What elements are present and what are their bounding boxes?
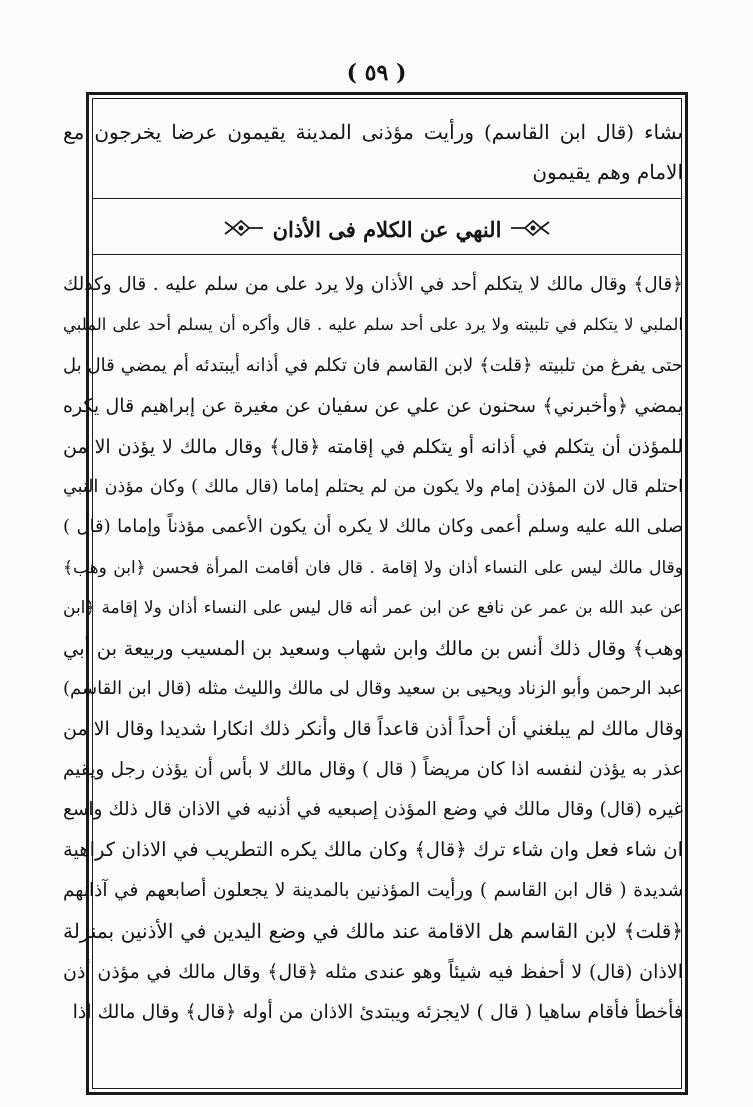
body-line: وقال مالك لم يبلغني أن أحداً أذن قاعداً قال وأنكر ذلك انكارا شديدا وقال الا من <box>63 718 683 741</box>
heading-ornament-right-icon <box>511 217 553 242</box>
body-line: احتلم قال لان المؤذن إمام ولا يكون من لم يحتلم إماما (قال مالك ) وكان مؤذن النبي <box>63 476 683 497</box>
body-line: ان شاء فعل وان شاء ترك ﴿قال﴾ وكان مالك يكره التطريب في الاذان كراهية <box>63 838 683 862</box>
body-line: عن عبد الله بن عمر عن نافع عن ابن عمر أنه قال ليس على النساء أذان ولا إقامة ﴿ابن <box>63 598 683 619</box>
heading-rule-bottom <box>92 254 682 255</box>
body-line: حتى يفرغ من تلبيته ﴿قلت﴾ لابن القاسم فان تكلم في أذانه أيبتدئه أم يمضي قال بل <box>63 354 683 376</box>
body-line: وقال مالك ليس على النساء أذان ولا إقامة . قال فان أقامت المرأة فحسن ﴿ابن وهب﴾ <box>63 557 683 578</box>
body-line: ﴿قال﴾ وقال مالك لا يتكلم أحد في الأذان ولا يرد على من سلم عليه . قال وكذلك <box>63 274 683 295</box>
heading-ornament-left-icon <box>221 217 263 242</box>
body-line: فأخطأ فأقام ساهيا ( قال ) لايجزئه ويبتدئ الاذان من أوله ﴿قال﴾ وقال مالك اذا <box>72 1001 683 1024</box>
body-line: الملبي لا يتكلم في تلبيته ولا يرد على أحد سلم عليه . قال وأكره أن يسلم أحد على الملبي <box>63 315 683 335</box>
body-line: عبد الرحمن وأبو الزناد ويحيى بن سعيد وقال لى مالك والليث مثله (قال ابن القاسم) <box>63 677 683 699</box>
body-text <box>63 265 683 1032</box>
page-number: ( ٥٩ ) <box>346 60 407 86</box>
section-heading <box>92 207 682 251</box>
section-heading-text: النهي عن الكلام فى الأذان <box>272 216 502 242</box>
body-line: للمؤذن أن يتكلم في أذانه أو يتكلم في إقامته ﴿قال﴾ وقال مالك لا يؤذن الا من <box>63 435 683 458</box>
continuation-paragraph: ىشاء (قال ابن القاسم) ورأيت مؤذنى المدينة يقيمون عرضا يخرجون مع الامام وهم يقيمون <box>63 120 683 184</box>
body-line: يمضي ﴿وأخبرني﴾ سحنون عن علي عن سفيان عن مغيرة عن إبراهيم قال يكره <box>63 395 683 418</box>
body-line: شديدة ( قال ابن القاسم ) ورأيت المؤذنين بالمدينة لا يجعلون أصابعهم في آذانهم <box>63 879 683 901</box>
body-line: صلى الله عليه وسلم أعمى وكان مالك لا يكره أن يكون الأعمى مؤذناً وإماما (قال ) <box>63 516 683 538</box>
body-line: عذر به يؤذن لنفسه اذا كان مريضاً ( قال ) وقال مالك لا بأس أن يؤذن رجل ويقيم <box>63 758 683 780</box>
body-line: غيره (قال) وقال مالك في وضع المؤذن إصبعيه في أذنيه في الاذان قال ذلك واسع <box>63 799 683 821</box>
body-line: الاذان (قال) لا أحفظ فيه شيئاً وهو عندى مثله ﴿قال﴾ وقال مالك في مؤذن أذن <box>63 960 683 983</box>
body-line: وهب﴾ وقال ذلك أنس بن مالك وابن شهاب وسعيد بن المسيب وربيعة بن أبي <box>63 636 683 660</box>
heading-rule-top <box>92 198 682 199</box>
body-line: ﴿قلت﴾ لابن القاسم هل الاقامة عند مالك في وضع اليدين في الأذنين بمنزلة <box>63 919 683 944</box>
